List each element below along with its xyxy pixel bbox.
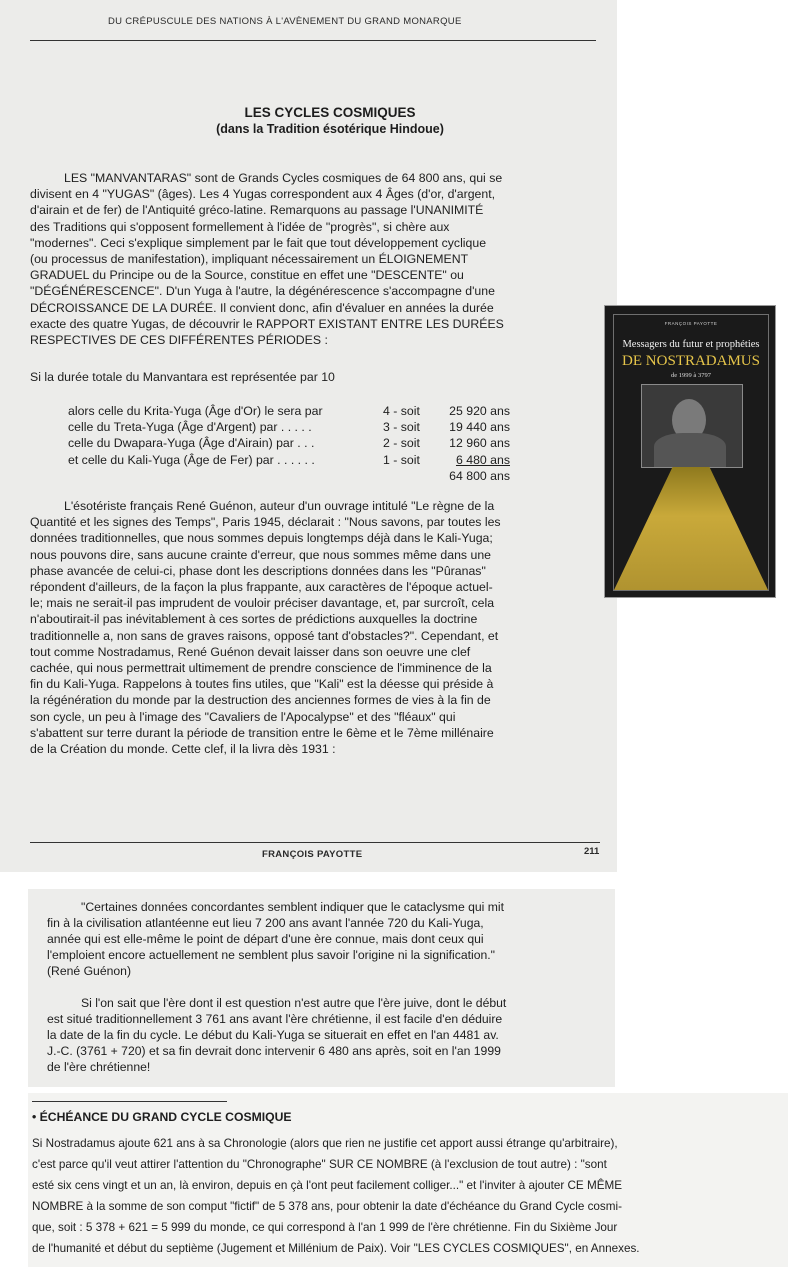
portrait-robe (654, 433, 726, 467)
header-rule (30, 40, 596, 41)
cover-gold-band (614, 467, 768, 590)
text-line: la date de la fin du cycle. Le début du Kali-Yuga se situerait en effet en l'an 4481 av. (47, 1028, 499, 1042)
cover-author: FRANÇOIS PAYOTTE (664, 321, 718, 326)
guenon-paragraph (30, 498, 501, 757)
footnote-body (32, 1133, 640, 1259)
text-line: phase avancée de celui-ci, phase dont les descriptions données dans les "Pûranas" (30, 563, 486, 578)
yuga-label: celle du Treta-Yuga (Âge d'Argent) par . . . . . (68, 420, 312, 435)
page-subtitle: (dans la Tradition ésotérique Hindoue) (216, 122, 444, 136)
text-line: de l'humanité et début du septième (Jugement et Millénium de Paix). Voir "LES CYCLES COSMIQUES", en Annexes. (32, 1242, 640, 1255)
page-title: LES CYCLES COSMIQUES (244, 105, 416, 120)
text-line: fin du Kali-Yuga. Rappelons à toutes fins utiles, que "Kali" est la déesse qui préside à (30, 677, 494, 692)
intro-paragraph (30, 170, 504, 348)
text-line: NOMBRE à la somme de son comput "fictif" de 5 378 ans, pour obtenir la date d'échéance du Grand Cycle cosmi- (32, 1200, 623, 1213)
text-line: divisent en 4 "YUGAS" (âges). Les 4 Yugas correspondent aux 4 Âges (d'or, d'argent, (30, 187, 496, 202)
running-header: DU CRÉPUSCULE DES NATIONS À L'AVÈNEMENT DU GRAND MONARQUE (108, 16, 462, 27)
text-line: Quantité et les signes des Temps", Paris 1945, déclarait : "Nous savons, par toutes les (30, 515, 501, 530)
text-line: fin à la civilisation atlantéenne eut lieu 7 200 ans avant l'année 720 du Kali-Yuga, (47, 916, 484, 930)
yuga-years: 12 960 ans (449, 436, 510, 451)
book-cover-image (604, 305, 776, 598)
text-line: s'abattent sur terre durant la période de transition entre le 6ème et le 7ème millénaire (30, 725, 494, 740)
footer-rule (30, 842, 600, 843)
text-line: tout comme Nostradamus, René Guénon devait laisser dans son oeuvre une clef (30, 644, 471, 659)
yuga-label: alors celle du Krita-Yuga (Âge d'Or) le sera par (68, 404, 323, 418)
table-total: 64 800 ans (449, 468, 510, 483)
text-line: "modernes". Ceci s'explique simplement par le fait que tout développement cyclique (30, 235, 487, 250)
ratio-line: Si la durée totale du Manvantara est représentée par 10 (30, 370, 335, 384)
yuga-ratio: 2 - soit (383, 436, 420, 451)
footnote-heading: • ÉCHÉANCE DU GRAND CYCLE COSMIQUE (32, 1110, 292, 1124)
text-line: LES "MANVANTARAS" sont de Grands Cycles cosmiques de 64 800 ans, qui se (64, 171, 503, 185)
text-line: "Certaines données concordantes semblent indiquer que le cataclysme qui mit (81, 900, 504, 914)
text-line: exacte des quatre Yugas, de découvrir le RAPPORT EXISTANT ENTRE LES DURÉES (30, 316, 504, 331)
nostradamus-portrait (641, 384, 743, 468)
yuga-years: 6 480 ans (455, 452, 510, 467)
text-line: esté six cens vingt et un an, là environ, depuis en çà l'ont peut facilement colliger..." et l'inviter à ajouter CE MÊME (32, 1179, 623, 1192)
page-number: 211 (584, 846, 600, 857)
text-line: L'ésotériste français René Guénon, auteur d'un ouvrage intitulé "Le règne de la (64, 499, 495, 513)
text-line: données traditionnelles, que nous sommes depuis longtemps déjà dans le Kali-Yuga; (30, 531, 493, 546)
text-line: l'emploient encore actuellement ne semblent plus savoir l'origine ni la signification." (47, 948, 495, 962)
text-line: Si Nostradamus ajoute 621 ans à sa Chronologie (alors que rien ne justifie cet apport aussi étrange qu'arbitraire), (32, 1137, 618, 1150)
yuga-years: 25 920 ans (449, 404, 510, 418)
text-line: d'airain et de fer) de l'Antiquité gréco-latine. Remarquons au passage l'UNANIMITÉ (30, 203, 484, 218)
text-line: la régénération du monde par la destruction des anciennes formes de vies à la fin de (30, 693, 491, 708)
cover-title-line1: Messagers du futur et prophéties (622, 339, 760, 350)
text-line: DÉCROISSANCE DE LA DURÉE. Il convient donc, afin d'évaluer en années la durée (30, 300, 494, 315)
continuation-scan (28, 889, 615, 1087)
cover-frame (613, 314, 769, 591)
text-line: de l'ère chrétienne! (47, 1060, 151, 1074)
era-paragraph (47, 995, 506, 1075)
guenon-quote (47, 899, 504, 979)
footnote-scan (28, 1093, 788, 1267)
yuga-label: celle du Dwapara-Yuga (Âge d'Airain) par . . . (68, 436, 315, 451)
yuga-ratio: 1 - soit (383, 452, 420, 467)
text-line: traditionnelle a, non sans de graves raisons, opposé tant d'obstacles?". Cependant, et (30, 628, 499, 643)
cover-title-line3: de 1999 à 3797 (671, 372, 711, 379)
text-line: est situé traditionnellement 3 761 ans avant l'ère chrétienne, il est facile d'en déduire (47, 1012, 503, 1026)
text-line: année qui est elle-même le point de départ d'une ère connue, mais dont ceux qui (47, 932, 484, 946)
cover-title-line2: DE NOSTRADAMUS (622, 353, 760, 369)
text-line: des Traditions qui s'opposent formellement à l'idée de "progrès", si chère aux (30, 219, 450, 234)
text-line: RESPECTIVES DE CES DIFFÉRENTES PÉRIODES : (30, 333, 328, 348)
text-line: J.-C. (3761 + 720) et sa fin devrait donc intervenir 6 480 ans après, soit en l'an 1999 (47, 1044, 501, 1058)
yuga-ratio: 4 - soit (383, 404, 420, 418)
text-line: nous pouvons dire, sans aucune crainte d'erreur, que nous sommes même dans une (30, 547, 492, 562)
text-line: le; mais ne serait-il pas imprudent de vouloir préciser davantage, et, par surcroît, cela (30, 596, 495, 611)
text-line: GRADUEL du Principe ou de la Source, constitue en effet une "DESCENTE" ou (30, 268, 464, 283)
text-line: n'aboutirait-il pas inévitablement à ces sortes de prédictions auxquelles la doctrine (30, 612, 478, 627)
text-line: "DÉGÉNÉRESCENCE". D'un Yuga à l'autre, la dégénérescence s'accompagne d'une (30, 284, 495, 299)
footnote-rule (32, 1101, 227, 1102)
text-line: son cycle, un peu à l'image des "Cavaliers de l'Apocalypse" et des "fléaux" qui (30, 709, 456, 724)
footer-author: FRANÇOIS PAYOTTE (262, 849, 363, 860)
text-line: (ou processus de manifestation), impliquant nécessairement un ÉLOIGNEMENT (30, 252, 469, 267)
text-line: de la Création du monde. Cette clef, il la livra dès 1931 : (30, 742, 336, 757)
text-line: (René Guénon) (47, 964, 132, 978)
yuga-label: et celle du Kali-Yuga (Âge de Fer) par . . . . . . (68, 452, 315, 467)
text-line: cachée, qui nous permettrait ultimement de prendre conscience de l'imminence de la (30, 661, 492, 676)
text-line: que, soit : 5 378 + 621 = 5 999 du monde, ce qui correspond à l'an 1 999 de l'ère chrétienne. Fin du Sixième Jour (32, 1221, 618, 1234)
text-line: répondent d'ailleurs, de la façon la plus frappante, aux caractères de l'époque actuel- (30, 580, 493, 595)
text-line: c'est parce qu'il veut attirer l'attention du "Chronographe" SUR CE NOMBRE (à l'exclusion de tout autre) : "sont (32, 1158, 607, 1171)
text-line: Si l'on sait que l'ère dont il est question n'est autre que l'ère juive, dont le début (81, 996, 507, 1010)
yuga-years: 19 440 ans (449, 420, 510, 435)
yuga-ratio: 3 - soit (383, 420, 420, 435)
